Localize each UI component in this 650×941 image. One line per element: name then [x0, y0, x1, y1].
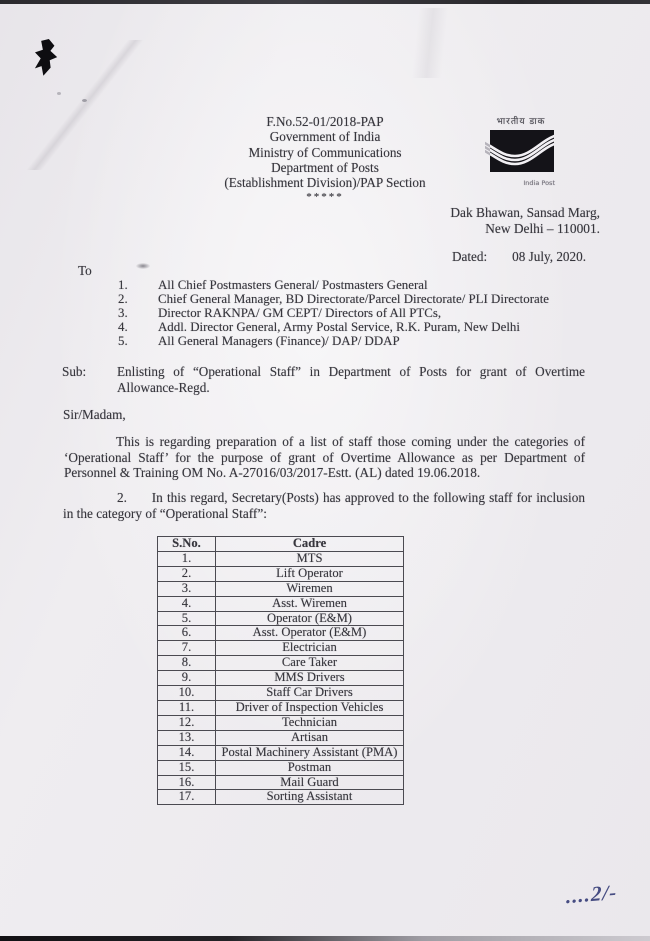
asterisk-separator: *****: [306, 191, 344, 204]
recipient-list: [118, 279, 588, 349]
sno-cell: 14.: [158, 745, 216, 760]
org-line-department: Department of Posts: [271, 159, 379, 175]
table-row: [158, 760, 404, 775]
recipient-number: 5.: [118, 333, 128, 348]
cadre-cell: Asst. Wiremen: [216, 596, 404, 611]
cadre-cell: Postal Machinery Assistant (PMA): [216, 745, 404, 760]
sno-cell: 5.: [158, 611, 216, 626]
sender-address: [450, 205, 600, 236]
column-header-sno: S.No.: [158, 537, 216, 552]
scan-edge-bottom: [0, 936, 650, 941]
cadre-cell: MTS: [216, 551, 404, 566]
recipient-number: 4.: [118, 319, 128, 334]
sno-cell: 10.: [158, 686, 216, 701]
table-row: [158, 551, 404, 566]
logo-hindi-text: भारतीय डाक: [496, 117, 546, 127]
cadre-cell: Electrician: [216, 641, 404, 656]
sno-cell: 4.: [158, 596, 216, 611]
sno-cell: 13.: [158, 730, 216, 745]
sno-cell: 12.: [158, 715, 216, 730]
cadre-cell: Artisan: [216, 730, 404, 745]
table-row: [158, 775, 404, 790]
cadre-cell: Lift Operator: [216, 566, 404, 581]
subject-text: Enlisting of “Operational Staff” in Department of Posts for grant of Overtime Allowance-Regd.: [117, 364, 585, 395]
subject-label: Sub:: [62, 364, 87, 379]
scan-speck: [57, 92, 61, 95]
table-row: [158, 656, 404, 671]
column-header-cadre: Cadre: [216, 537, 404, 552]
table-row: [158, 686, 404, 701]
recipient-text: Director RAKNPA/ GM CEPT/ Directors of All PTCs,: [158, 305, 442, 320]
paragraph-text: In this regard, Secretary(Posts) has approved to the following staff for inclusion in the category of “Operational Staff”:: [63, 490, 585, 521]
dated-label: Dated:: [452, 249, 488, 264]
india-post-logo: [483, 116, 559, 187]
salutation: Sir/Madam,: [63, 407, 126, 422]
table-row: [158, 730, 404, 745]
sno-cell: 7.: [158, 641, 216, 656]
table-row: [158, 581, 404, 596]
cadre-cell: Care Taker: [216, 656, 404, 671]
address-line-2: New Delhi – 110001.: [485, 220, 600, 236]
sno-cell: 11.: [158, 700, 216, 715]
cadre-cell: Operator (E&M): [216, 611, 404, 626]
cadre-cell: MMS Drivers: [216, 671, 404, 686]
org-line-ministry: Ministry of Communications: [248, 144, 402, 160]
body-paragraph-1: This is regarding preparation of a list of staff those coming under the categories of ‘Operational Staff’ for the purpose of grant of Overtime Allowance as per Department of Personnel & Training OM No. A-27016/03/2017-Estt. (AL) dated 19.06.2018.: [64, 434, 585, 481]
cadre-cell: Postman: [216, 760, 404, 775]
cadre-cell: Mail Guard: [216, 775, 404, 790]
recipient-number: 2.: [118, 291, 128, 306]
cadre-table-body: [158, 551, 404, 804]
table-row: [158, 626, 404, 641]
address-line-1: Dak Bhawan, Sansad Marg,: [450, 205, 600, 220]
sno-cell: 6.: [158, 626, 216, 641]
table-header-row: [158, 537, 404, 552]
date-row: [452, 249, 586, 265]
sno-cell: 16.: [158, 775, 216, 790]
recipient-item: [118, 293, 588, 307]
cadre-cell: Driver of Inspection Vehicles: [216, 700, 404, 715]
cadre-cell: Sorting Assistant: [216, 790, 404, 805]
recipient-number: 3.: [118, 305, 128, 320]
table-row: [158, 745, 404, 760]
recipient-item: [118, 279, 588, 293]
recipient-text: All General Managers (Finance)/ DAP/ DDAP: [158, 333, 400, 348]
pencil-smudge: [136, 263, 150, 269]
scan-edge-top: [0, 0, 650, 4]
body-paragraph-2: [63, 490, 585, 522]
paper-crease: [250, 8, 610, 78]
india-post-wavy-lines-icon: [485, 128, 557, 174]
table-row: [158, 596, 404, 611]
cadre-cell: Staff Car Drivers: [216, 686, 404, 701]
logo-english-text: India Post: [523, 179, 555, 187]
sno-cell: 17.: [158, 790, 216, 805]
recipient-text: Chief General Manager, BD Directorate/Parcel Directorate/ PLI Directorate: [158, 291, 550, 306]
recipient-item: [118, 307, 588, 321]
sno-cell: 1.: [158, 551, 216, 566]
sno-cell: 3.: [158, 581, 216, 596]
sno-cell: 15.: [158, 760, 216, 775]
recipient-text: Addl. Director General, Army Postal Service, R.K. Puram, New Delhi: [158, 319, 520, 334]
table-row: [158, 715, 404, 730]
cadre-cell: Wiremen: [216, 581, 404, 596]
org-line-section: (Establishment Division)/PAP Section: [224, 175, 426, 191]
handwritten-page-number: ....2/-: [565, 879, 618, 909]
org-line-government: Government of India: [269, 129, 381, 145]
table-row: [158, 700, 404, 715]
cadre-cell: Technician: [216, 715, 404, 730]
operational-staff-cadre-table: [157, 536, 404, 805]
paragraph-number: 2.: [117, 490, 127, 505]
to-label: To: [78, 263, 92, 278]
cadre-cell: Asst. Operator (E&M): [216, 626, 404, 641]
table-row: [158, 641, 404, 656]
file-reference-number: F.No.52-01/2018-PAP: [266, 114, 384, 129]
recipient-item: [118, 321, 588, 335]
table-row: [158, 611, 404, 626]
scan-speck: [82, 99, 87, 102]
paper-crease: [0, 40, 170, 170]
sno-cell: 2.: [158, 566, 216, 581]
sno-cell: 8.: [158, 656, 216, 671]
sno-cell: 9.: [158, 671, 216, 686]
table-row: [158, 671, 404, 686]
table-row: [158, 790, 404, 805]
recipient-number: 1.: [118, 278, 128, 292]
recipient-text: All Chief Postmasters General/ Postmasters General: [158, 278, 428, 292]
subject-row: [62, 364, 585, 395]
letterhead: [205, 114, 445, 203]
dated-value: 08 July, 2020.: [512, 249, 586, 264]
recipient-item: [118, 335, 588, 349]
table-row: [158, 566, 404, 581]
